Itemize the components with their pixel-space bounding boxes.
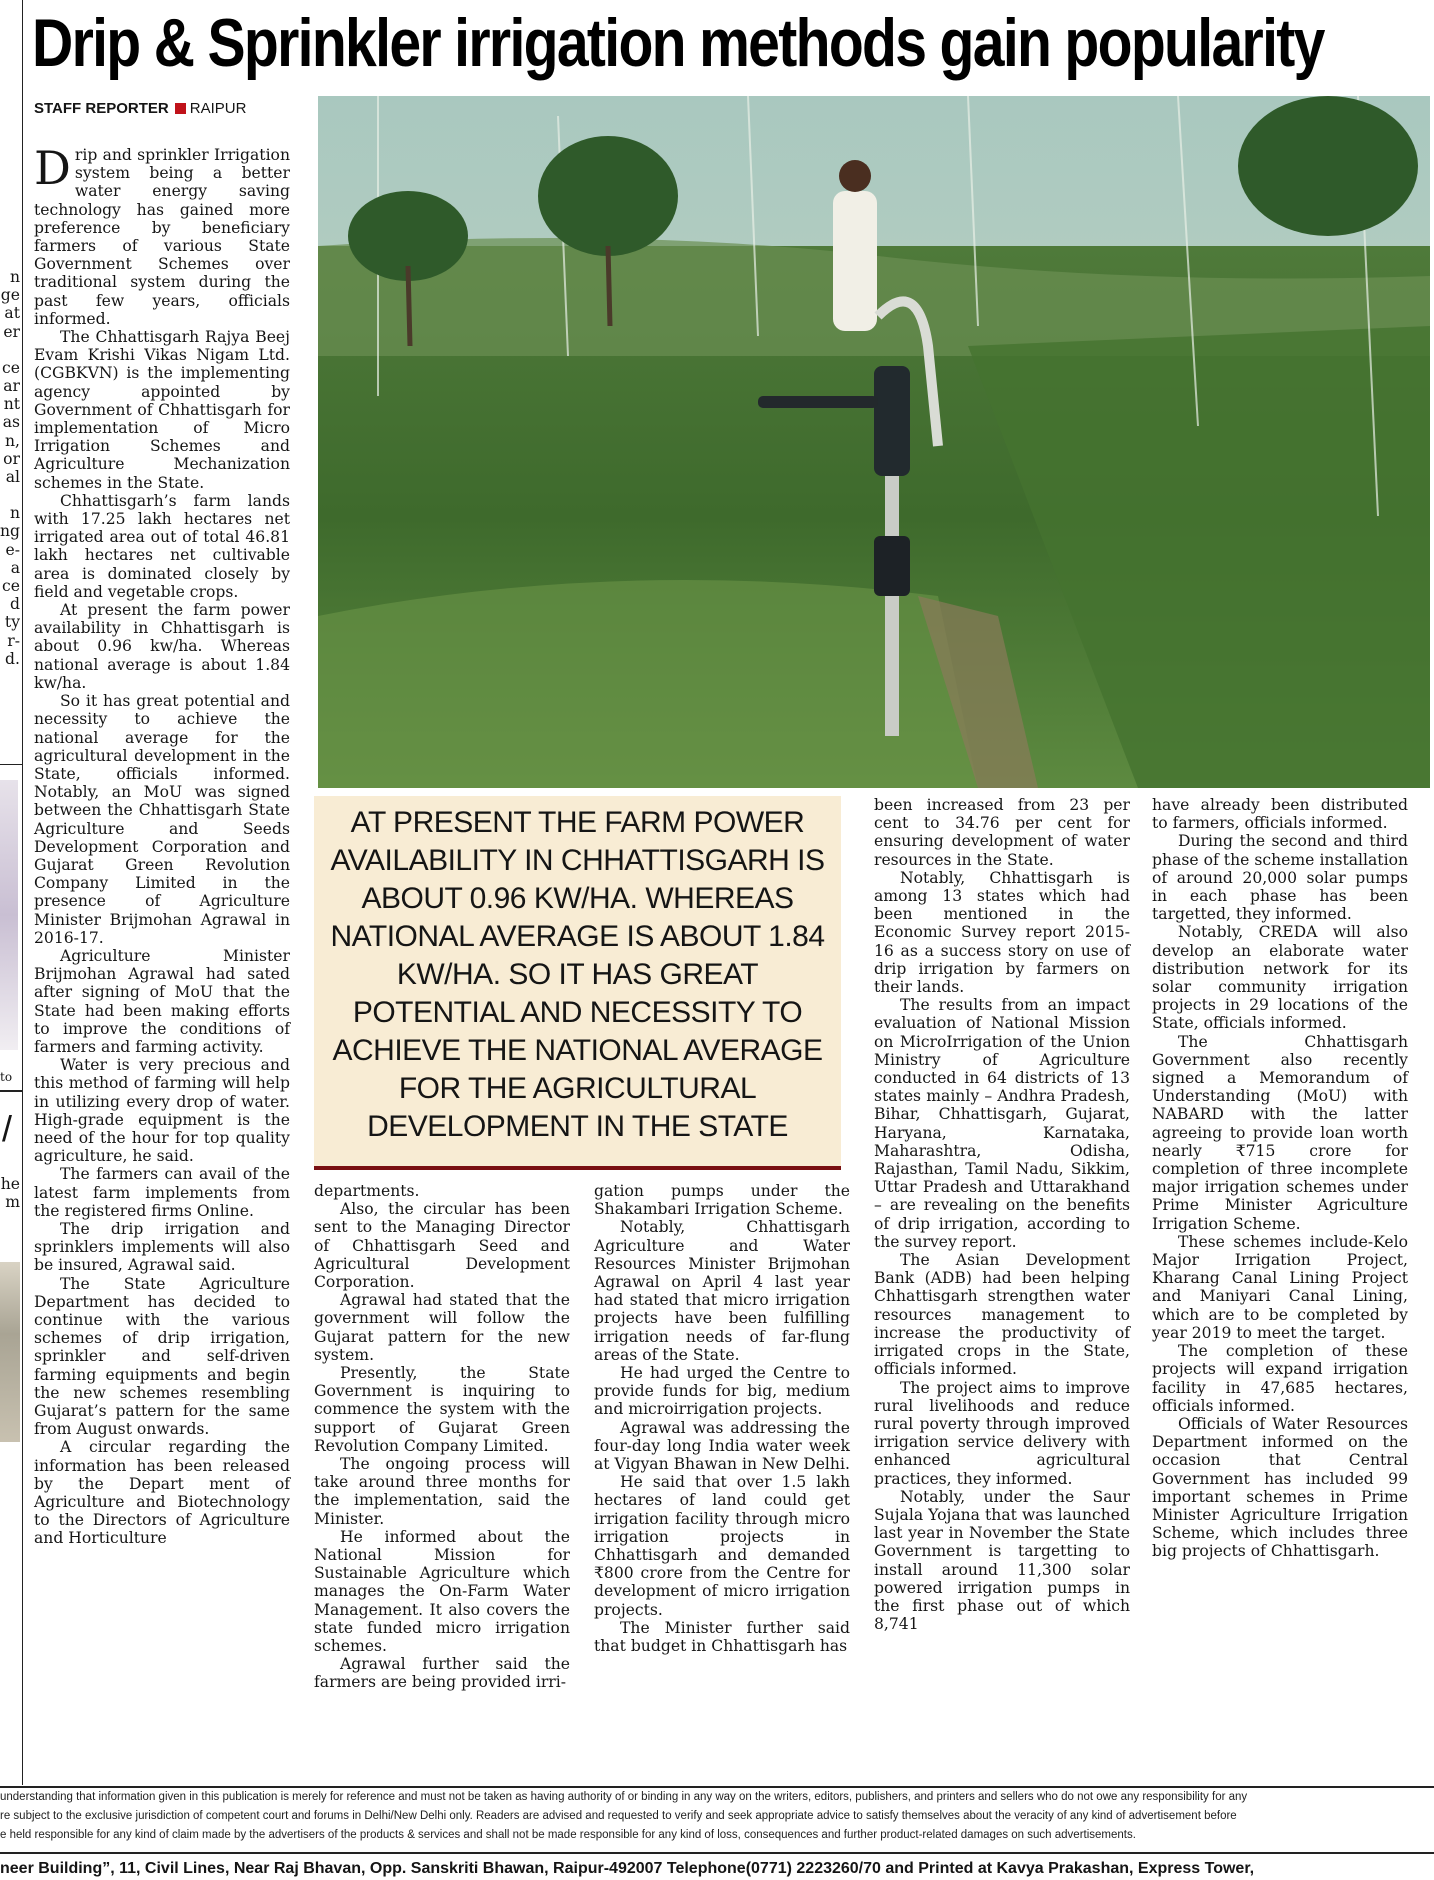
adjacent-photo-fragment [0,1262,20,1442]
paragraph: Agriculture Minister Brijmohan Agrawal had sated after signing of MoU that the State had been making efforts to improve the conditions of farmers and farming activity. [34,946,290,1056]
byline [34,100,246,117]
paragraph: The Chhattisgarh Rajya Beej Evam Krishi Vikas Nigam Ltd. (CGBKVN) is the implementing agency appointed by Government of Chhattisgarh for implementation of Micro Irrigation Schemes and Agriculture Mechanization schemes in the State. [34,328,290,492]
disclaimer-line: re subject to the exclusive jurisdiction of competent court and forums in Delhi/New Delhi only. Readers are advised and requested to verify and seek appropriate advice to satisfy themselves about the veracity of any kind of advertisement before [0,1810,1237,1822]
paragraph: At present the farm power availability in Chhattisgarh is about 0.96 kw/ha. Whereas national average is about 1.84 kw/ha. [34,601,290,692]
paragraph: Also, the circular has been sent to the Managing Director of Chhattisgarh Seed and Agricultural Development Corporation. [314,1200,570,1292]
paragraph: The drip irrigation and sprinklers implements will also be insured, Agrawal said. [34,1219,290,1275]
drop-cap: D [34,141,71,195]
paragraph: Agrawal was addressing the four-day long India water week at Vigyan Bhawan in New Delhi. [594,1418,850,1474]
article-column-3 [594,1182,850,1655]
paragraph-text: rip and sprinkler Irrigation system being a better water energy saving technology has gained more preference by beneficiary farmers of various State Government Schemes over traditional system during the past few years, officials informed. [34,146,290,328]
adjacent-text-fragment: n ge at er ce ar nt as n, or al n ng e- a ce d ty r- d. [0,268,21,668]
article-column-4 [874,796,1130,1633]
paragraph: Water is very precious and this method of farming will help in utilizing every drop of water. High-grade equipment is the need of the hour for top quality agriculture, he said. [34,1056,290,1166]
reporter: STAFF REPORTER [34,100,169,117]
strip-divider-1 [0,764,22,765]
adjacent-photo-fragment-2 [0,780,18,1050]
paragraph: The completion of these projects will expand irrigation facility in 47,685 hectares, officials informed. [1152,1342,1408,1415]
paragraph: He said that over 1.5 lakh hectares of land could get irrigation facility through micro irrigation projects in Chhattisgarh and demanded ₹800 crore from the Centre for development of micro irrigation projects. [594,1473,850,1619]
article-column-2 [314,1182,570,1692]
disclaimer-line: understanding that information given in this publication is merely for reference and must not be taken as having authority of or binding in any way on the writers, editors, publishers, and printers and sellers who do not owe any responsibility for any [0,1791,1248,1803]
paragraph: The Asian Development Bank (ADB) had been helping Chhattisgarh strengthen water resources management to increase the productivity of irrigated crops in the State, officials informed. [874,1251,1130,1379]
paragraph: Officials of Water Resources Department informed on the occasion that Central Government has included 99 important schemes in Prime Minister Agriculture Irrigation Scheme, which includes three big projects of Chhattisgarh. [1152,1414,1408,1561]
paragraph: Agrawal further said the farmers are being provided irri- [314,1655,570,1692]
paragraph: Notably, Chhattisgarh is among 13 states which had been mentioned in the Economic Survey report 2015-16 as a success story on use of drip irrigation by farmers on their lands. [874,868,1130,997]
paragraph: The farmers can avail of the latest farm implements from the registered firms Online. [34,1165,290,1220]
paragraph: So it has great potential and necessity to achieve the national average for the agricultural development in the State, officials informed. Notably, an MoU was signed between the Chhattisgarh State Agriculture and Seeds Development Corporation and Gujarat Green Revolution Company Limited in the presence of Agriculture Minister Brijmohan Agrawal in 2016-17. [34,692,290,947]
paragraph: departments. [314,1182,420,1200]
paragraph: During the second and third phase of the scheme installation of around 20,000 solar pumps in each phase has been targetted, they informed. [1152,832,1408,924]
farm-sprinkler-photo [318,96,1430,788]
adjacent-text-fragment-2: he m [0,1175,20,1212]
paragraph: Notably, CREDA will also develop an elaborate water distribution network for its solar community irrigation projects in 29 locations of the State, officials informed. [1152,923,1408,1033]
paragraph: The State Agriculture Department has decided to continue with the various schemes of drip irrigation, sprinkler and self-driven farming equipments and begin the new schemes resembling Gujarat’s pattern for the same from August onwards. [34,1274,290,1439]
byline-square-icon [175,103,186,114]
article-column-1 [34,141,290,1548]
column-divider-left [22,0,23,1785]
adjacent-article-strip [0,0,24,1788]
paragraph: These schemes include-Kelo Major Irrigation Project, Kharang Canal Lining Project and Maniyari Canal Lining, which are to be completed by year 2019 to meet the target. [1152,1232,1408,1342]
paragraph: Notably, under the Saur Sujala Yojana that was launched last year in November the State Government is targetting to install around 11,300 solar powered irrigation pumps in the first phase out of which 8,741 [874,1487,1130,1634]
article-photo [318,96,1430,788]
paragraph: He had urged the Centre to provide funds for big, medium and microirrigation projects. [594,1364,850,1419]
paragraph: Agrawal had stated that the government will follow the Gujarat pattern for the new system. [314,1291,570,1364]
paragraph: He informed about the National Mission for Sustainable Agriculture which manages the On-Farm Water Management. It also covers the state funded micro irrigation schemes. [314,1527,570,1656]
paragraph: Chhattisgarh’s farm lands with 17.25 lakh hectares net irrigated area out of total 46.81 lakh hectares net cultivable area is dominated closely by field and vegetable crops. [34,491,290,601]
paragraph: A circular regarding the information has been released by the Depart ment of Agriculture and Biotechnology to the Directors of Agriculture and Horticulture [34,1438,290,1548]
paragraph: Presently, the State Government is inquiring to commence the system with the support of Gujarat Green Revolution Company Limited. [314,1364,570,1455]
paragraph: The project aims to improve rural livelihoods and reduce rural poverty through improved irrigation service delivery with enhanced agricultural practices, they informed. [874,1378,1130,1488]
headline: Drip & Sprinkler irrigation methods gain popularity [32,5,1324,81]
adjacent-caption-fragment: to [0,1070,13,1084]
imprint-rule [0,1852,1434,1854]
imprint-line: neer Building”, 11, Civil Lines, Near Raj Bhavan, Opp. Sanskriti Bhawan, Raipur-492007 Telephone(0771) 2223260/70 and Printed at Kavya Prakashan, Express Tower, [0,1860,1255,1877]
paragraph: Notably, Chhattisgarh Agriculture and Water Resources Minister Brijmohan Agrawal on April 4 last year had stated that micro irrigation projects have been fulfilling irrigation needs of far-flung areas of the State. [594,1218,850,1364]
paragraph: have already been distributed to farmers, officials informed. [1152,796,1408,833]
paragraph [34,141,290,328]
paragraph: The Minister further said that budget in Chhattisgarh has [594,1618,850,1656]
paragraph: gation pumps under the Shakambari Irrigation Scheme. [594,1182,850,1219]
strip-divider-2 [0,1090,22,1092]
adjacent-heading-fragment: / [2,1108,13,1149]
pull-quote: AT PRESENT THE FARM POWER AVAILABILITY IN CHHATTISGARH IS ABOUT 0.96 KW/HA. WHEREAS NATIONAL AVERAGE IS ABOUT 1.84 KW/HA. SO IT HAS GREAT POTENTIAL AND NECESSITY TO ACHIEVE THE NATIONAL AVERAGE FOR THE AGRICULTURAL DEVELOPMENT IN THE STATE [314,796,841,1170]
disclaimer-line: e held responsible for any kind of claim made by the advertisers of the products & services and shall not be made responsible for any kind of loss, consequences and further product-related damages on such advertisements. [0,1829,1136,1841]
article-column-5 [1152,796,1408,1561]
paragraph: The results from an impact evaluation of National Mission on MicroIrrigation of the Union Ministry of Agriculture conducted in 64 districts of 13 states mainly – Andhra Pradesh, Bihar, Chhattisgarh, Gujarat, Haryana, Karnataka, Maharashtra, Odisha, Rajasthan, Tamil Nadu, Sikkim, Uttar Pradesh and Uttarakhand – are revealing on the benefits of drip irrigation, according to the survey report. [874,996,1130,1251]
disclaimer [0,1788,1434,1846]
location: RAIPUR [189,100,247,117]
paragraph: been increased from 23 per cent to 34.76 per cent for ensuring development of water resources in the State. [874,796,1130,869]
paragraph: The Chhattisgarh Government also recently signed a Memorandum of Understanding (MoU) with NABARD with the latter agreeing to provide loan worth nearly ₹715 crore for completion of three incomplete major irrigation schemes under Prime Minister Agriculture Irrigation Scheme. [1152,1032,1408,1233]
paragraph: The ongoing process will take around three months for the implementation, said the Minister. [314,1455,570,1528]
